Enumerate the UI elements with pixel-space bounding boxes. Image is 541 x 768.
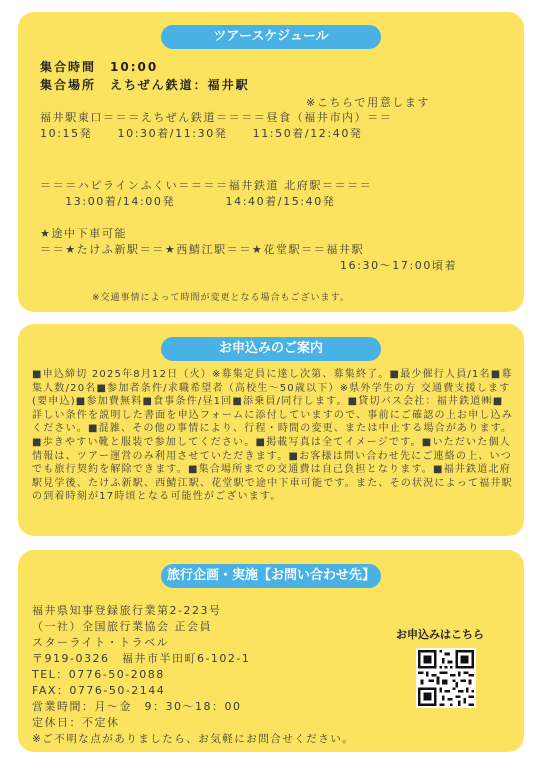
route-2: ＝＝＝ハピラインふくい＝＝＝＝福井鉄道 北府駅＝＝＝＝ — [40, 179, 373, 192]
traffic-note: ※交通事情によって時間が変更となる場合もございます。 — [92, 293, 350, 303]
times-1: 10:15発 10:30着/11:30発 11:50着/12:40発 — [40, 127, 363, 140]
contact-license: 福井県知事登録旅行業第2-223号 — [32, 604, 222, 617]
contact-company: スターライト・トラベル — [32, 636, 170, 649]
contact-holiday: 定休日：不定休 — [32, 716, 120, 729]
contact-address: 〒919-0326 福井市半田町6-102-1 — [32, 652, 251, 665]
meet-place: 集合場所 えちぜん鉄道：福井駅 — [40, 78, 250, 92]
stopover-note: ★途中下車可能 — [40, 227, 128, 240]
application-title: お申込みのご案内 — [161, 337, 381, 361]
contact-inquiry-note: ※ご不明な点がありましたら、お気軽にお問合せください。 — [32, 733, 355, 745]
times-2: 13:00着/14:00発 14:40着/15:40発 — [40, 195, 336, 208]
contact-hours: 営業時間：月〜金 9：30〜18：00 — [32, 700, 242, 713]
route-1: 福井駅東口＝＝＝えちぜん鉄道＝＝＝＝昼食（福井市内）＝＝ — [40, 111, 393, 124]
contact-fax: FAX：0776-50-2144 — [32, 684, 166, 697]
application-card — [18, 324, 524, 536]
application-body: ■申込締切 2025年8月12日（火）※募集定員に達し次第、募集終了。■最少催行人員/1名■募集人数/20名■参加者条件/求職希望者（高校生〜50歳以下）※県外学生の方 交通費支援します(要申込)■参加費無料■食事条件/昼1回■添乗員/同行します。■貸切バス会社：福井鉄道㈱■詳しい条件を説明した書面を申込フォームに添付していますので、事前にご確認の上お申し込みください。■混雑、その他の事情により、行程・時間の変更、または中止する場合があります。■歩きやすい靴と服装で参加してください。■掲載写真は全てイメージです。■いただいた個人情報は、ツアー運営のみ利用させていただきます。■お客様は問い合わせ先にご連絡の上、いつでも旅行契約を解除できます。■集合場所までの交通費は自己負担となります。■福井鉄道北府駅見学後、たけふ新駅、西鯖江駅、花堂駅で途中下車可能です。また、その状況によって福井駅の到着時刻が17時頃となる可能性がございます。 — [32, 369, 513, 503]
contact-association: （一社）全国旅行業協会 正会員 — [32, 620, 212, 633]
meet-time: 集合時間 10:00 — [40, 60, 159, 74]
route-3: ＝＝★たけふ新駅＝＝★西鯖江駅＝＝★花堂駅＝＝福井駅 — [40, 243, 365, 256]
schedule-card — [18, 12, 524, 312]
qr-label: お申込みはこちら — [396, 628, 484, 641]
schedule-title: ツアースケジュール — [161, 25, 381, 49]
contact-title: 旅行企画・実施【お問い合わせ先】 — [161, 564, 381, 588]
qr-code-icon[interactable] — [416, 648, 476, 708]
contact-tel: TEL：0776-50-2088 — [32, 668, 165, 681]
contact-card — [18, 550, 524, 752]
times-3: 16:30〜17:00頃着 — [340, 259, 458, 272]
provided-note: ※こちらで用意します — [306, 96, 431, 109]
